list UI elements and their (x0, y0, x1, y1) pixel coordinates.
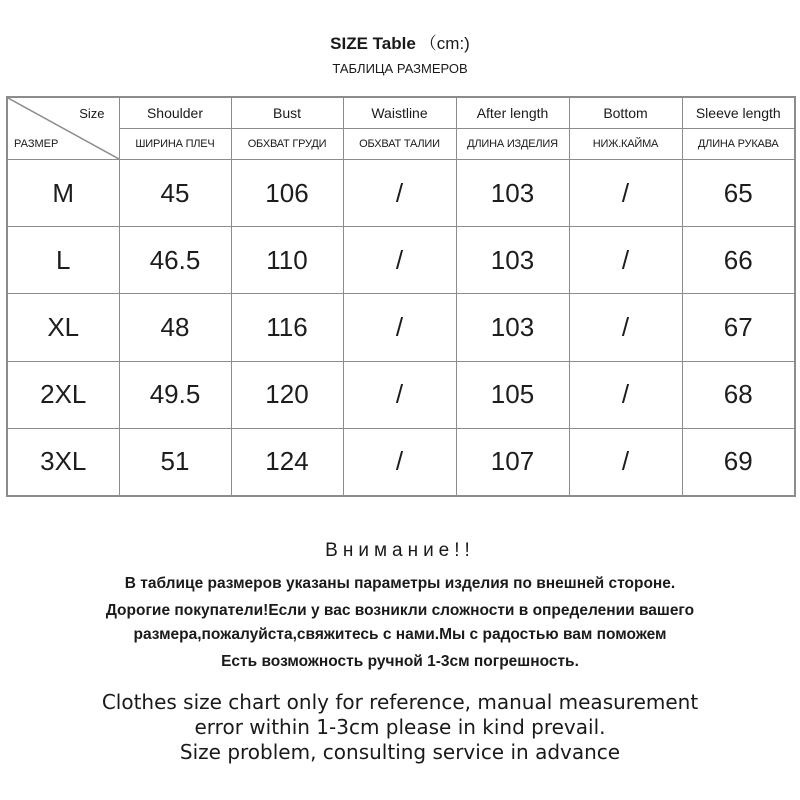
header-bust: Bust (231, 97, 343, 129)
size-table-subtitle: ТАБЛИЦА РАЗМЕРОВ (332, 61, 468, 76)
header-ru-shoulder: ШИРИНА ПЛЕЧ (119, 129, 231, 160)
size-table-title (0, 33, 800, 55)
size-cell: 2XL (7, 361, 119, 428)
table-row (7, 160, 795, 227)
length-cell: 105 (456, 361, 569, 428)
size-cell: 3XL (7, 428, 119, 496)
notice-line: Дорогие покупатели!Если у вас возникли сложности в определении вашего (105, 602, 695, 619)
table-row (7, 428, 795, 496)
header-ru-bust: ОБХВАТ ГРУДИ (231, 129, 343, 160)
size-cell: XL (7, 294, 119, 361)
length-cell: 103 (456, 227, 569, 294)
sleeve-cell: 68 (682, 361, 795, 428)
header-shoulder: Shoulder (119, 97, 231, 129)
waist-cell: / (343, 428, 456, 496)
header-waistline: Waistline (343, 97, 456, 129)
notice-line: Есть возможность ручной 1-3см погрешность. (221, 653, 579, 670)
sleeve-cell: 69 (682, 428, 795, 496)
shoulder-cell: 45 (119, 160, 231, 227)
shoulder-cell: 48 (119, 294, 231, 361)
header-row-en (7, 97, 795, 129)
bottom-cell: / (569, 160, 682, 227)
shoulder-cell: 51 (119, 428, 231, 496)
size-table (6, 96, 796, 497)
table-row (7, 294, 795, 361)
bust-cell: 110 (231, 227, 343, 294)
bust-cell: 106 (231, 160, 343, 227)
bottom-cell: / (569, 361, 682, 428)
length-cell: 103 (456, 294, 569, 361)
header-ru-length: ДЛИНА ИЗДЕЛИЯ (456, 129, 569, 160)
sleeve-cell: 66 (682, 227, 795, 294)
table-row (7, 227, 795, 294)
bottom-cell: / (569, 227, 682, 294)
notice-heading: Внимание!! (325, 540, 475, 561)
size-cell: L (7, 227, 119, 294)
english-note-line: Size problem, consulting service in advance (179, 740, 621, 764)
waist-cell: / (343, 361, 456, 428)
waist-cell: / (343, 227, 456, 294)
header-ru-sleeve: ДЛИНА РУКАВА (682, 129, 795, 160)
notice-line: размера,пожалуйста,свяжитесь с нами.Мы с радостью вам поможем (133, 626, 667, 643)
length-cell: 103 (456, 160, 569, 227)
bottom-cell: / (569, 294, 682, 361)
bust-cell: 124 (231, 428, 343, 496)
corner-ru-label: РАЗМЕР (14, 138, 59, 151)
header-row-ru (7, 129, 795, 160)
header-after-length: After length (456, 97, 569, 129)
sleeve-cell: 65 (682, 160, 795, 227)
bust-cell: 120 (231, 361, 343, 428)
header-sleeve-length: Sleeve length (682, 97, 795, 129)
title-unit: （cm:) (419, 34, 470, 53)
english-note-line: error within 1-3cm please in kind prevail. (194, 715, 606, 739)
header-ru-bottom: НИЖ.КАЙМА (569, 129, 682, 160)
english-note-line: Clothes size chart only for reference, manual measurement (101, 690, 699, 714)
length-cell: 107 (456, 428, 569, 496)
corner-size-label: Size (79, 106, 105, 121)
shoulder-cell: 49.5 (119, 361, 231, 428)
size-cell: M (7, 160, 119, 227)
bust-cell: 116 (231, 294, 343, 361)
header-bottom: Bottom (569, 97, 682, 129)
notice-line: В таблице размеров указаны параметры изделия по внешней стороне. (124, 575, 676, 592)
header-ru-waist: ОБХВАТ ТАЛИИ (343, 129, 456, 160)
sleeve-cell: 67 (682, 294, 795, 361)
waist-cell: / (343, 160, 456, 227)
corner-cell (7, 97, 119, 160)
shoulder-cell: 46.5 (119, 227, 231, 294)
title-text: SIZE Table (330, 34, 416, 53)
table-row (7, 361, 795, 428)
bottom-cell: / (569, 428, 682, 496)
waist-cell: / (343, 294, 456, 361)
